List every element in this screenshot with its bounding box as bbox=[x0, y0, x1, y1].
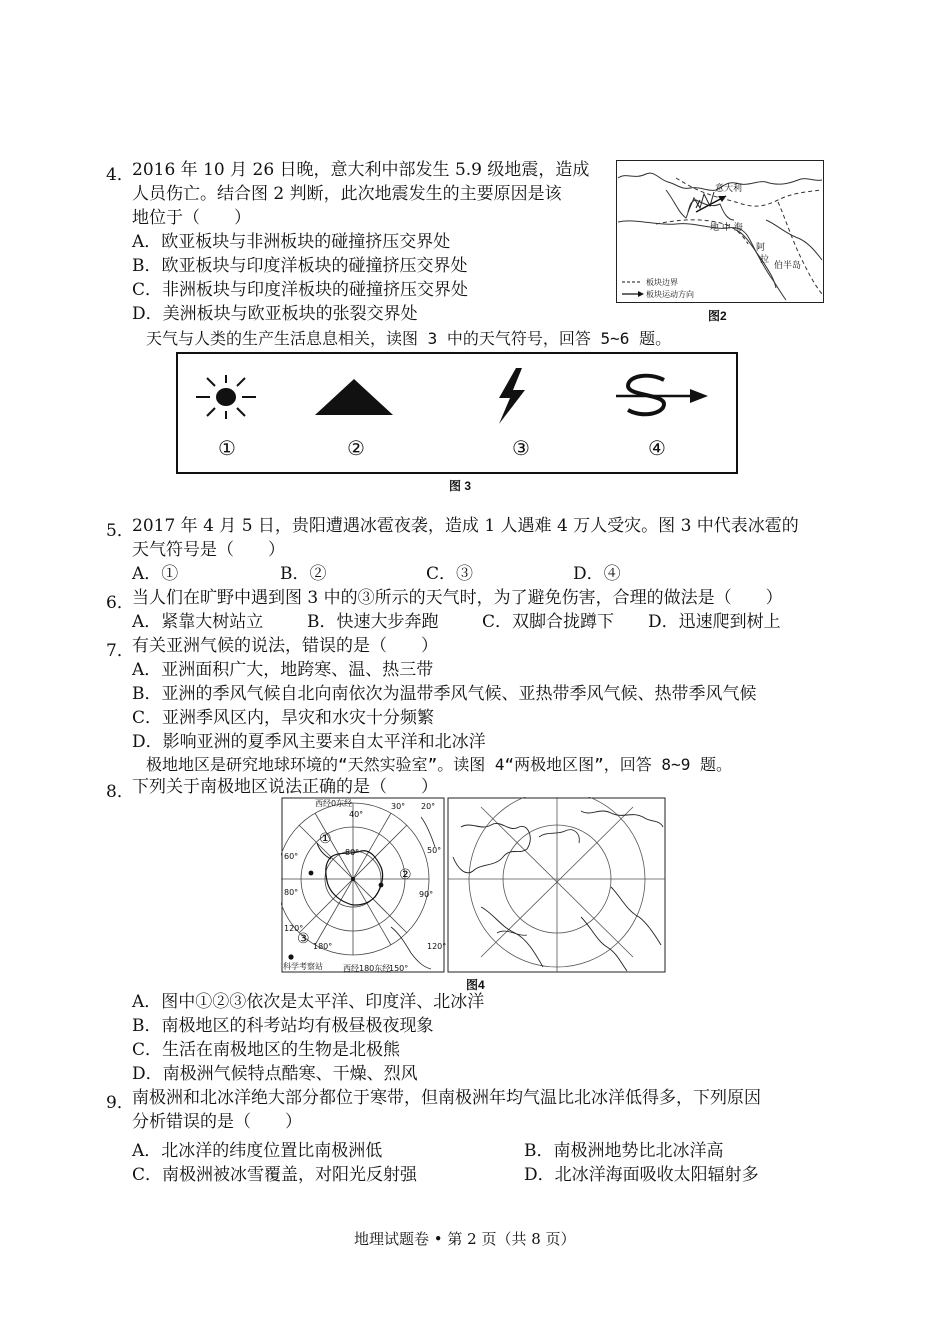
fig4-label-90: 90° bbox=[419, 890, 434, 899]
q7-number: 7． bbox=[106, 641, 134, 661]
q7-option-c: C．亚洲季风区内，旱灾和水灾十分频繁 bbox=[132, 708, 435, 728]
q9-number: 9． bbox=[106, 1093, 134, 1113]
q8-text: 下列关于南极地区说法正确的是（ ） bbox=[132, 777, 438, 797]
q9-option-a: A．北冰洋的纬度位置比南极洲低 bbox=[132, 1141, 383, 1161]
fig4-circle-1: ① bbox=[319, 831, 332, 847]
fig4-label-180: 180° bbox=[313, 942, 333, 951]
fig2-label-italy: 意大利 bbox=[715, 184, 743, 194]
q9-option-c: C．南极洲被冰雪覆盖，对阳光反射强 bbox=[132, 1165, 418, 1185]
fig4-label-80a: 80° bbox=[345, 848, 360, 857]
fig4-label-50: 50° bbox=[427, 846, 442, 855]
q6-option-c: C．双脚合拢蹲下 bbox=[482, 612, 615, 632]
fig2-label-arabia-2: 拉 bbox=[760, 255, 770, 265]
q4-option-c: C．非洲板块与印度洋板块的碰撞挤压交界处 bbox=[132, 280, 469, 300]
q4-option-a: A．欧亚板块与非洲板块的碰撞挤压交界处 bbox=[132, 232, 451, 252]
fig4-label-150: 150° bbox=[389, 964, 409, 973]
q8-option-c: C．生活在南极地区的生物是北极熊 bbox=[132, 1040, 401, 1060]
q7-text: 有关亚洲气候的说法，错误的是（ ） bbox=[132, 636, 438, 656]
q8-option-a: A．图中①②③依次是太平洋、印度洋、北冰洋 bbox=[132, 992, 485, 1012]
figure-4-caption: 图4 bbox=[466, 978, 485, 992]
q9-option-b: B．南极洲地势比北冰洋高 bbox=[524, 1141, 724, 1161]
fig4-circle-3: ③ bbox=[297, 931, 310, 947]
fig4-label-60: 60° bbox=[284, 852, 299, 861]
q8-number: 8． bbox=[106, 782, 134, 802]
q4-text-line-3: 地位于（ ） bbox=[132, 208, 251, 228]
fig4-label-top: 西经0东经 bbox=[315, 799, 353, 808]
fig4-label-20: 20° bbox=[421, 802, 436, 811]
q4-option-d: D．美洲板块与欧亚板块的张裂交界处 bbox=[132, 304, 418, 324]
intro-8-9: 极地地区是研究地球环境的“天然实验室”。读图 4“两极地区图”，回答 8~9 题。 bbox=[146, 755, 732, 774]
q4-text-line-2: 人员伤亡。结合图 2 判断，此次地震发生的主要原因是该 bbox=[132, 184, 562, 204]
q5-option-a: A．① bbox=[132, 564, 179, 584]
fig3-label-1: ① bbox=[218, 436, 236, 460]
q6-option-a: A．紧靠大树站立 bbox=[132, 612, 264, 632]
q4-option-b: B．欧亚板块与印度洋板块的碰撞挤压交界处 bbox=[132, 256, 468, 276]
q7-option-b: B．亚洲的季风气候自北向南依次为温带季风气候、亚热带季风气候、热带季风气候 bbox=[132, 684, 757, 704]
q9-text-line-2: 分析错误的是（ ） bbox=[132, 1112, 302, 1132]
figure-3-caption: 图 3 bbox=[449, 479, 472, 493]
q9-text-line-1: 南极洲和北冰洋绝大部分都位于寒带，但南极洲年均气温比北冰洋低得多，下列原因 bbox=[132, 1088, 761, 1108]
q7-option-a: A．亚洲面积广大，地跨寒、温、热三带 bbox=[132, 660, 434, 680]
q9-option-d: D．北冰洋海面吸收太阳辐射多 bbox=[524, 1165, 759, 1185]
q4-number: 4． bbox=[106, 165, 134, 185]
fig4-label-bottom: 西经180东经 bbox=[343, 964, 391, 973]
q5-option-d: D．④ bbox=[573, 564, 621, 584]
fig2-label-med: 地 中 海 bbox=[710, 223, 743, 233]
fig4-circle-2: ② bbox=[399, 867, 412, 883]
intro-5-6: 天气与人类的生产生活息息相关，读图 3 中的天气符号，回答 5~6 题。 bbox=[146, 329, 672, 348]
q6-option-b: B．快速大步奔跑 bbox=[307, 612, 439, 632]
fig4-legend-station: 科学考察站 bbox=[283, 962, 323, 971]
q5-number: 5． bbox=[106, 521, 134, 541]
fig4-label-120b: 120° bbox=[427, 942, 447, 951]
figure-2-map bbox=[616, 160, 824, 305]
fig2-label-arabia-3: 伯半岛 bbox=[774, 261, 802, 271]
q7-option-d: D．影响亚洲的夏季风主要来自太平洋和北冰洋 bbox=[132, 732, 486, 752]
page-footer: 地理试题卷 • 第 2 页（共 8 页） bbox=[354, 1230, 576, 1248]
q8-option-d: D．南极洲气候特点酷寒、干燥、烈风 bbox=[132, 1064, 418, 1084]
q5-text-line-2: 天气符号是（ ） bbox=[132, 540, 285, 560]
q6-number: 6． bbox=[106, 593, 134, 613]
fig4-label-80b: 80° bbox=[284, 888, 299, 897]
fig3-label-2: ② bbox=[347, 436, 365, 460]
q8-option-b: B．南极地区的科考站均有极昼极夜现象 bbox=[132, 1016, 434, 1036]
q6-option-d: D．迅速爬到树上 bbox=[648, 612, 781, 632]
fig2-legend-boundary: 板块边界 bbox=[646, 278, 678, 287]
fig4-label-120a: 120° bbox=[284, 924, 304, 933]
fig2-label-arabia-1: 阿 bbox=[756, 243, 766, 253]
q5-text-line-1: 2017 年 4 月 5 日，贵阳遭遇冰雹夜袭，造成 1 人遇难 4 万人受灾。图 3 中代表冰雹的 bbox=[132, 516, 799, 536]
fig4-label-40: 40° bbox=[349, 810, 364, 819]
fig2-legend-motion: 板块运动方向 bbox=[646, 290, 694, 299]
q6-text: 当人们在旷野中遇到图 3 中的③所示的天气时，为了避免伤害，合理的做法是（ ） bbox=[132, 588, 783, 608]
fig4-label-30: 30° bbox=[391, 802, 406, 811]
q4-text-line-1: 2016 年 10 月 26 日晚，意大利中部发生 5.9 级地震，造成 bbox=[132, 160, 590, 180]
figure-2-caption: 图2 bbox=[708, 309, 727, 323]
q5-option-b: B．② bbox=[280, 564, 327, 584]
fig3-label-4: ④ bbox=[648, 436, 666, 460]
figure-4-polar-maps bbox=[281, 797, 667, 975]
fig3-label-3: ③ bbox=[512, 436, 530, 460]
q5-option-c: C．③ bbox=[426, 564, 474, 584]
